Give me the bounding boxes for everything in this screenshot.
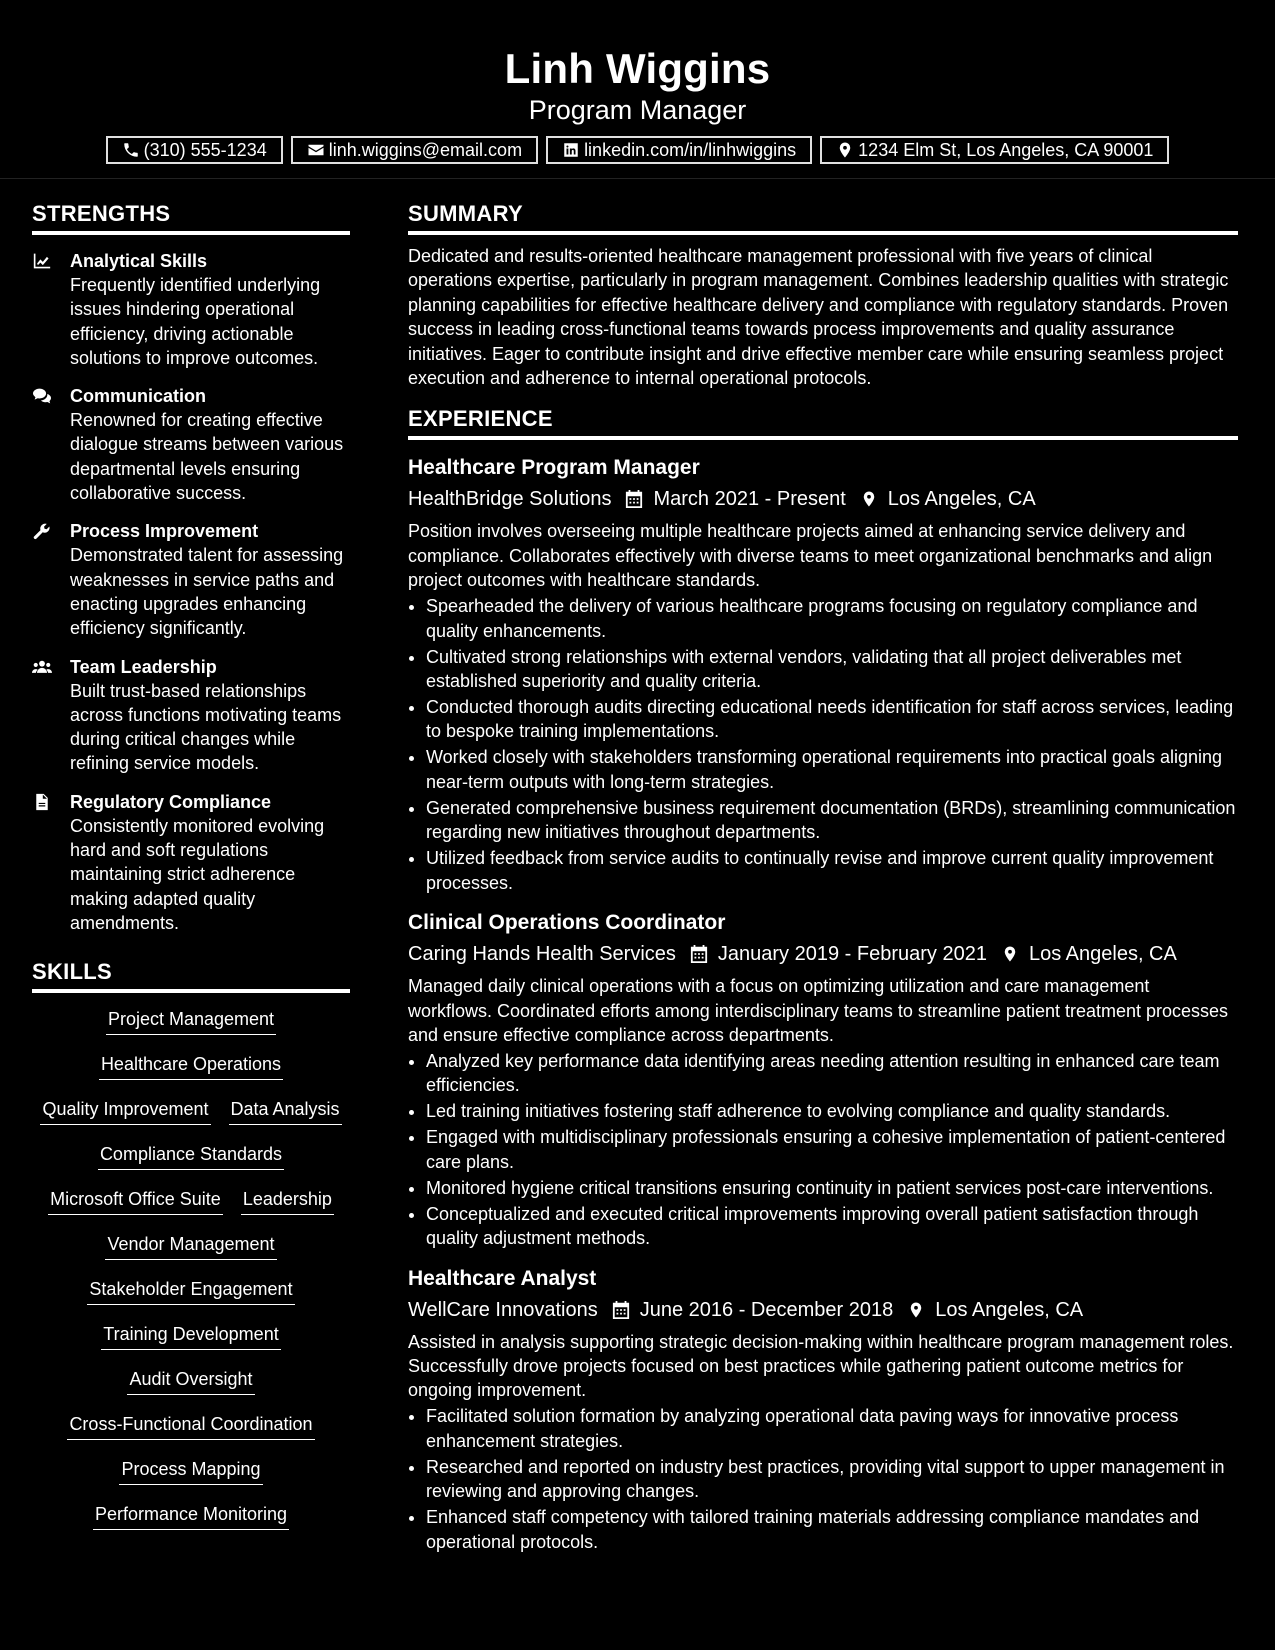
job-bullet: • Enhanced staff competency with tailored training materials addressing compliance mandates and operational protocols. [426,1505,1238,1554]
skill-tag: Quality Improvement [40,1097,210,1125]
job-company: WellCare Innovations [408,1298,598,1321]
skill-tag: Cross-Functional Coordination [67,1412,314,1440]
candidate-name: Linh Wiggins [504,45,771,92]
job-location: Los Angeles, CA [935,1298,1084,1321]
document-icon [32,793,52,811]
strength-name: Process Improvement [70,521,259,542]
experience-heading: EXPERIENCE [408,406,1238,440]
job-company: HealthBridge Solutions [408,488,612,511]
wrench-icon [32,522,52,540]
job-location: Los Angeles, CA [1028,943,1177,966]
right-column [408,179,1238,1554]
skill-tag: Project Management [106,1007,276,1035]
email-text: linh.wiggins@email.com [328,139,523,160]
strength-name: Analytical Skills [70,251,208,271]
summary-text: Dedicated and results-oriented healthcare management professional with five years of clinical operations expertise, particularly in program management. Combines leadership qualities with strategic planning capabilities for effective healthcare delivery and compliance with regulatory standards. Proven success in leading cross-functional teams towards process improvements and quality assurance initiatives. Eager to contribute insight and drive effective member care while ensuring seamless project execution and adherence to internal operational protocols. [408,246,1229,389]
skill-tag: Data Analysis [229,1097,342,1125]
job-position: Healthcare Program Manager [408,456,700,480]
job-title: Program Manager [528,95,747,125]
skill-tag: Process Mapping [119,1457,262,1485]
strength-name: Communication [70,386,207,407]
resume-header [0,0,1275,179]
job-description: Assisted in analysis supporting strategic decision-making within healthcare program management roles. Successfully drove projects focused on best practices while gathering patient outcome metrics for ongoing improvement. [408,1331,1234,1401]
strength-item [32,384,350,505]
phone-text: (310) 555-1234 [143,139,267,160]
job-bullet: • Researched and reported on industry best practices, providing vital support to upper management in reviewing and approving changes. [426,1455,1238,1504]
address-text: 1234 Elm St, Los Angeles, CA 90001 [858,139,1154,160]
job-bullet: • Conceptualized and executed critical improvements improving overall patient satisfaction through quality adjustment methods. [426,1202,1238,1251]
phone-icon [122,141,140,159]
job-entry [408,909,1238,1250]
job-bullet: • Cultivated strong relationships with external vendors, validating that all project deliverables met established superiority and quality criteria. [426,645,1238,694]
contact-phone[interactable] [106,136,283,164]
job-bullet: • Led training initiatives fostering staff adherence to evolving compliance and quality standards. [426,1099,1238,1123]
strength-item [32,249,350,370]
skill-tag: Compliance Standards [98,1142,284,1170]
skills-list [32,1007,350,1547]
map-pin-icon [860,489,878,509]
calendar-icon [612,1300,630,1320]
left-column [32,179,350,1554]
strength-name: Regulatory Compliance [70,791,272,812]
job-bullet: • Facilitated solution formation by analyzing operational data paving ways for innovative process enhancement strategies. [426,1404,1238,1453]
calendar-icon [690,944,708,964]
contact-email[interactable] [291,136,538,164]
job-bullet: • Spearheaded the delivery of various healthcare programs focusing on regulatory compliance and quality enhancements. [426,594,1238,643]
job-position: Clinical Operations Coordinator [408,911,726,935]
resume-body [0,179,1275,1554]
strengths-heading: STRENGTHS [32,201,350,235]
skill-tag: Audit Oversight [127,1367,254,1395]
skill-tag: Healthcare Operations [99,1052,283,1080]
job-bullet: • Generated comprehensive business requirement documentation (BRDs), streamlining communication regarding new initiatives throughout departments. [426,796,1238,845]
linkedin-icon [562,141,580,159]
chart-line-icon [32,252,52,270]
job-dates: June 2016 - December 2018 [639,1298,894,1321]
job-dates: March 2021 - Present [653,488,846,511]
map-pin-icon [907,1300,925,1320]
skill-tag: Vendor Management [105,1232,276,1260]
job-bullet: • Monitored hygiene critical transitions ensuring continuity in patient services post-care interventions. [426,1176,1238,1200]
calendar-icon [625,489,643,509]
map-pin-icon [836,141,854,159]
strength-desc: Built trust-based relationships across functions motivating teams during critical changes while refining service models. [70,680,342,774]
job-bullets [408,594,1238,895]
contact-linkedin[interactable] [546,136,812,164]
chat-bubbles-icon [32,387,52,405]
job-bullet: • Utilized feedback from service audits to continually revise and improve current quality improvement processes. [426,846,1238,895]
job-meta [408,485,1238,513]
strength-desc: Renowned for creating effective dialogue streams between various departmental levels ensuring collaborative success. [70,410,344,504]
job-company: Caring Hands Health Services [408,943,676,966]
skill-tag: Stakeholder Engagement [87,1277,294,1305]
skill-tag: Training Development [101,1322,280,1350]
contact-bar [0,136,1275,164]
job-description: Managed daily clinical operations with a focus on optimizing utilization and care management workflows. Coordinated efforts among interdisciplinary teams to streamline patient treatment processes and ensure effective compliance across departments. [408,976,1229,1045]
skill-tag: Microsoft Office Suite [48,1187,223,1215]
strength-desc: Consistently monitored evolving hard and soft regulations maintaining strict adherence making adapted quality amendments. [70,815,325,933]
job-bullets [408,1404,1238,1554]
job-bullet: • Engaged with multidisciplinary professionals ensuring a cohesive implementation of patient-centered care plans. [426,1125,1238,1174]
job-bullet: • Analyzed key performance data identifying areas needing attention resulting in enhanced care team efficiencies. [426,1049,1238,1098]
strength-desc: Demonstrated talent for assessing weaknesses in service paths and enacting upgrades enhancing efficiency significantly. [70,545,344,639]
strength-name: Team Leadership [70,656,217,677]
job-bullets [408,1049,1238,1251]
strength-item [32,655,350,776]
envelope-icon [307,141,325,159]
summary-heading: SUMMARY [408,201,1238,235]
skills-heading: SKILLS [32,959,350,993]
job-meta [408,940,1238,968]
strength-item [32,790,350,935]
job-bullet: • Worked closely with stakeholders transforming operational requirements into practical goals aligning near-term outputs with long-term strategies. [426,745,1238,794]
strength-desc: Frequently identified underlying issues hindering operational efficiency, driving actionable solutions to improve outcomes. [70,275,321,368]
job-bullet: • Conducted thorough audits directing educational needs identification for staff across services, leading to bespoke training implementations. [426,695,1238,744]
linkedin-text: linkedin.com/in/linhwiggins [584,139,797,160]
job-position: Healthcare Analyst [408,1266,597,1290]
map-pin-icon [1001,944,1019,964]
job-entry [408,1265,1238,1554]
job-dates: January 2019 - February 2021 [717,943,987,966]
skill-tag: Performance Monitoring [93,1502,289,1530]
contact-address[interactable] [820,136,1169,164]
strength-item [32,519,350,640]
job-description: Position involves overseeing multiple healthcare projects aimed at enhancing service delivery and compliance. Collaborates effectively with diverse teams to meet organizational benchmarks and align project outcomes with healthcare standards. [408,521,1213,591]
users-icon [32,658,52,676]
job-location: Los Angeles, CA [887,488,1036,511]
job-entry [408,454,1238,895]
job-meta [408,1296,1238,1324]
skill-tag: Leadership [241,1187,334,1215]
